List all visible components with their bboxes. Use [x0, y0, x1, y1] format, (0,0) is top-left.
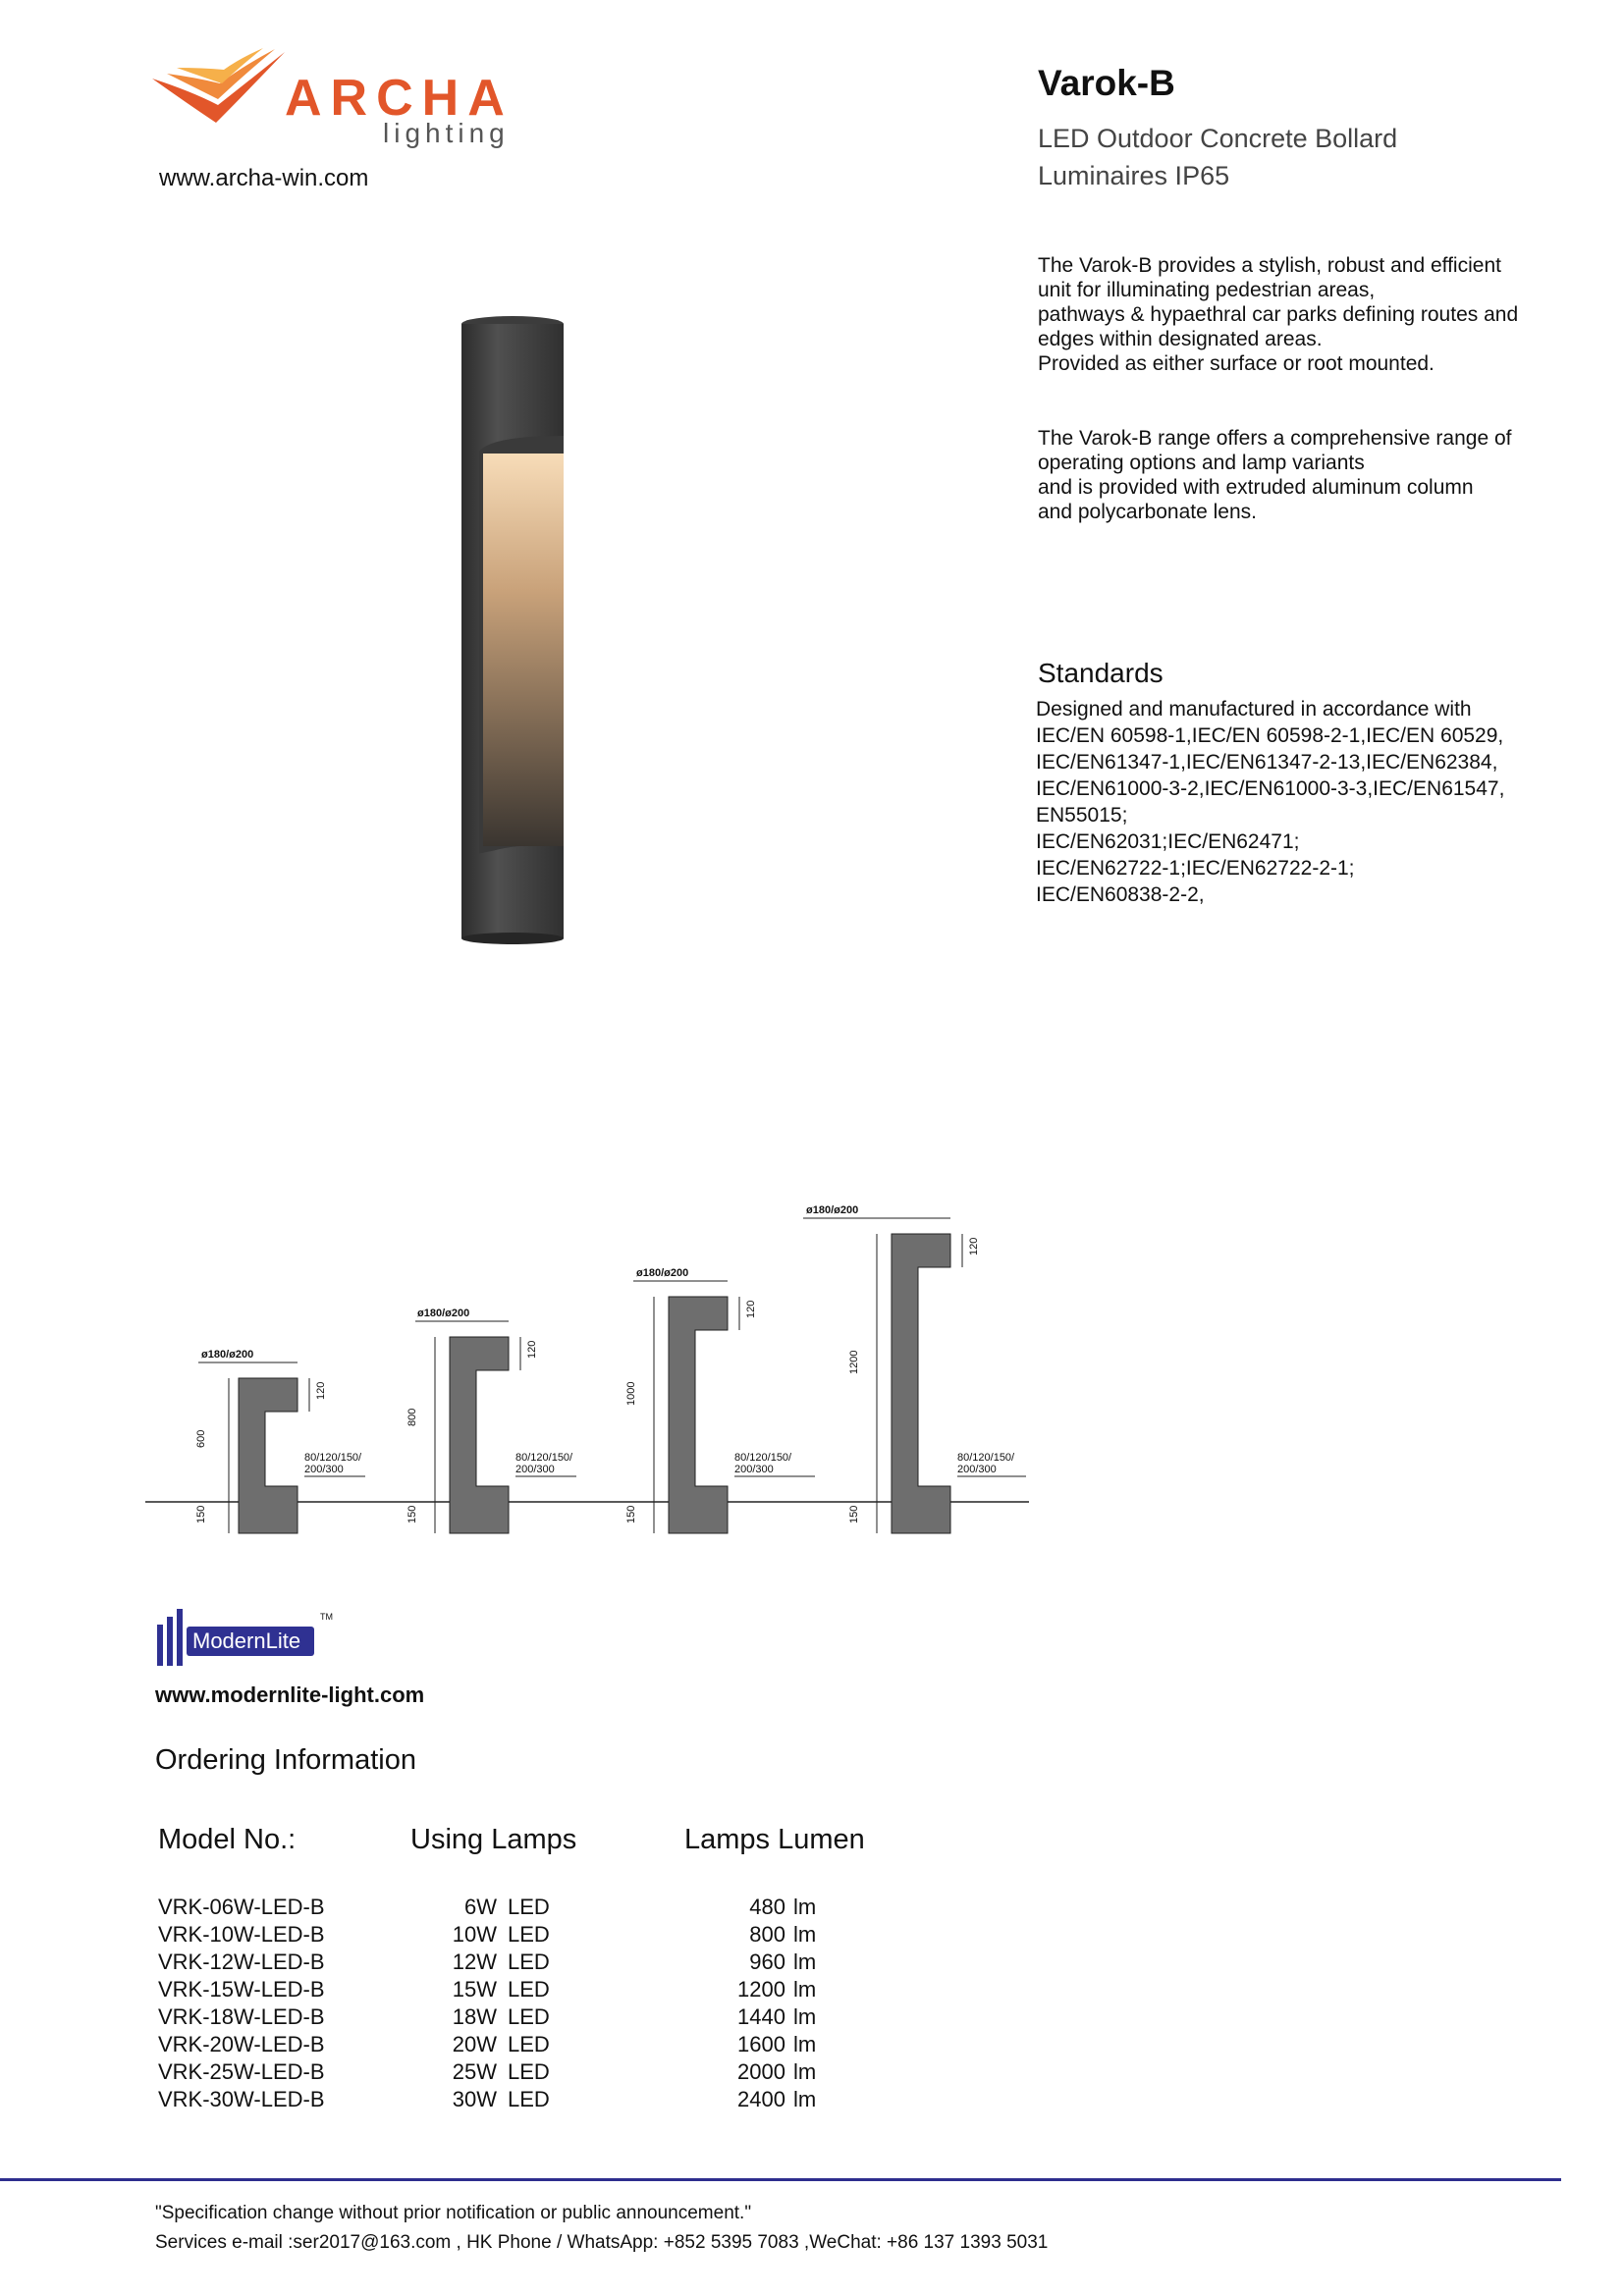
mount-label: 200/300 — [957, 1464, 997, 1475]
mount-label: 80/120/150/ — [304, 1452, 362, 1464]
table-cell-watt: 25W — [452, 2059, 497, 2084]
standards-line: IEC/EN62722-1;IEC/EN62722-2-1; — [1036, 857, 1355, 880]
table-cell-lamp: LED — [508, 2087, 550, 2111]
mount-label: 200/300 — [515, 1464, 555, 1475]
mount-label: 80/120/150/ — [515, 1452, 573, 1464]
table-cell-unit: lm — [793, 1895, 817, 1919]
modernlite-logo-icon — [155, 1605, 352, 1672]
bollard-800-drawing — [406, 1308, 576, 1533]
table-cell-watt: 12W — [452, 1949, 497, 1974]
diameter-label: ø180/ø200 — [201, 1349, 254, 1361]
bollard-1200-drawing — [803, 1204, 1026, 1533]
table-cell-lumen: 800 — [749, 1922, 785, 1947]
table-cell-watt: 18W — [452, 2004, 497, 2029]
table-cell-watt: 15W — [452, 1977, 497, 2002]
lumen-column — [687, 1894, 785, 2113]
table-cell-lamp: LED — [508, 1895, 550, 1919]
table-cell-watt: 6W — [464, 1895, 497, 1919]
height-label: 600 — [195, 1429, 207, 1448]
description-paragraph-2 — [1038, 426, 1512, 524]
table-cell-unit: lm — [793, 1977, 817, 2002]
brand-subtitle: lighting — [383, 118, 510, 148]
column-header-lumen: Lamps Lumen — [684, 1824, 865, 1855]
table-cell-unit: lm — [793, 2004, 817, 2029]
table-cell-lamp: LED — [508, 2004, 550, 2029]
standards-list — [1036, 696, 1504, 908]
table-cell-lumen: 480 — [749, 1895, 785, 1919]
model-column — [158, 1894, 394, 2113]
archa-logo-icon — [147, 44, 295, 142]
standards-line: IEC/EN 60598-1,IEC/EN 60598-2-1,IEC/EN 60529, — [1036, 724, 1504, 747]
description-line: unit for illuminating pedestrian areas, — [1038, 279, 1376, 301]
description-line: The Varok-B provides a stylish, robust and efficient — [1038, 254, 1501, 277]
standards-line: IEC/EN60838-2-2, — [1036, 883, 1205, 906]
table-cell-lamp: LED — [508, 2032, 550, 2056]
bollard-600-drawing — [195, 1349, 365, 1533]
table-cell-lumen: 2400 — [737, 2087, 785, 2111]
table-cell-watt: 10W — [452, 1922, 497, 1947]
base-label: 150 — [406, 1505, 418, 1523]
table-cell-model: VRK-15W-LED-B — [158, 1977, 325, 2002]
table-cell-model: VRK-20W-LED-B — [158, 2032, 325, 2056]
head-label: 120 — [315, 1381, 327, 1400]
description-line: The Varok-B range offers a comprehensive range of — [1038, 427, 1512, 450]
head-label: 120 — [745, 1300, 757, 1318]
table-cell-lumen: 1440 — [737, 2004, 785, 2029]
lamp-type-column — [508, 1894, 567, 2113]
description-line: pathways & hypaethral car parks defining routes and — [1038, 303, 1519, 326]
mount-label: 80/120/150/ — [734, 1452, 792, 1464]
table-cell-unit: lm — [793, 2059, 817, 2084]
table-cell-lamp: LED — [508, 1922, 550, 1947]
table-cell-lumen: 960 — [749, 1949, 785, 1974]
table-cell-model: VRK-18W-LED-B — [158, 2004, 325, 2029]
modernlite-logo-text: ModernLite — [192, 1629, 301, 1653]
table-cell-model: VRK-12W-LED-B — [158, 1949, 325, 1974]
partner-website[interactable]: www.modernlite-light.com — [155, 1682, 425, 1707]
table-cell-lumen: 2000 — [737, 2059, 785, 2084]
diameter-label: ø180/ø200 — [636, 1267, 689, 1279]
footer-contact: Services e-mail :ser2017@163.com , HK Phone / WhatsApp: +852 5395 7083 ,WeChat: +86 137 1393 5031 — [155, 2232, 1049, 2253]
ordering-heading: Ordering Information — [155, 1744, 416, 1776]
product-title: Varok-B — [1038, 63, 1175, 103]
description-line: and polycarbonate lens. — [1038, 501, 1257, 523]
brand-name: ARCHA — [285, 70, 514, 127]
table-cell-watt: 20W — [452, 2032, 497, 2056]
diameter-label: ø180/ø200 — [806, 1204, 859, 1216]
height-label: 1200 — [848, 1350, 860, 1374]
height-label: 800 — [406, 1408, 418, 1426]
product-subtitle — [1038, 120, 1397, 194]
table-cell-lamp: LED — [508, 1977, 550, 2002]
product-photo — [432, 314, 589, 952]
description-paragraph-1 — [1038, 253, 1518, 376]
mount-label: 80/120/150/ — [957, 1452, 1015, 1464]
lumen-unit-column — [793, 1894, 833, 2113]
footer-divider — [0, 2178, 1561, 2181]
standards-heading: Standards — [1038, 658, 1164, 688]
table-cell-lamp: LED — [508, 2059, 550, 2084]
column-header-model: Model No.: — [158, 1824, 297, 1855]
standards-line: IEC/EN61347-1,IEC/EN61347-2-13,IEC/EN62384, — [1036, 751, 1498, 774]
table-cell-unit: lm — [793, 2087, 817, 2111]
watt-column — [422, 1894, 497, 2113]
table-cell-unit: lm — [793, 1949, 817, 1974]
table-cell-lamp: LED — [508, 1949, 550, 1974]
footer-notice: "Specification change without prior notification or public announcement." — [155, 2203, 752, 2223]
table-cell-model: VRK-25W-LED-B — [158, 2059, 325, 2084]
description-line: operating options and lamp variants — [1038, 452, 1365, 474]
standards-line: IEC/EN62031;IEC/EN62471; — [1036, 830, 1300, 853]
description-line: edges within designated areas. — [1038, 328, 1323, 350]
standards-line: Designed and manufactured in accordance with — [1036, 698, 1472, 721]
standards-line: EN55015; — [1036, 804, 1128, 827]
table-cell-model: VRK-06W-LED-B — [158, 1895, 325, 1919]
base-label: 150 — [625, 1505, 637, 1523]
table-cell-watt: 30W — [452, 2087, 497, 2111]
subtitle-line: LED Outdoor Concrete Bollard — [1038, 124, 1398, 153]
subtitle-line: Luminaires IP65 — [1038, 161, 1230, 190]
mount-label: 200/300 — [734, 1464, 774, 1475]
table-cell-model: VRK-10W-LED-B — [158, 1922, 325, 1947]
height-label: 1000 — [625, 1381, 637, 1406]
description-line: Provided as either surface or root mounted. — [1038, 352, 1435, 375]
table-cell-unit: lm — [793, 1922, 817, 1947]
head-label: 120 — [526, 1340, 538, 1359]
trademark-mark: TM — [320, 1612, 333, 1622]
base-label: 150 — [848, 1505, 860, 1523]
base-label: 150 — [195, 1505, 207, 1523]
description-line: and is provided with extruded aluminum column — [1038, 476, 1474, 499]
table-cell-model: VRK-30W-LED-B — [158, 2087, 325, 2111]
table-cell-unit: lm — [793, 2032, 817, 2056]
dimension-drawing — [137, 1099, 1060, 1590]
table-cell-lumen: 1600 — [737, 2032, 785, 2056]
bollard-1000-drawing — [625, 1267, 815, 1533]
mount-label: 200/300 — [304, 1464, 344, 1475]
table-cell-lumen: 1200 — [737, 1977, 785, 2002]
head-label: 120 — [968, 1237, 980, 1255]
standards-line: IEC/EN61000-3-2,IEC/EN61000-3-3,IEC/EN61547, — [1036, 777, 1505, 800]
column-header-lamps: Using Lamps — [410, 1824, 577, 1855]
diameter-label: ø180/ø200 — [417, 1308, 470, 1319]
company-website[interactable]: www.archa-win.com — [159, 165, 369, 191]
